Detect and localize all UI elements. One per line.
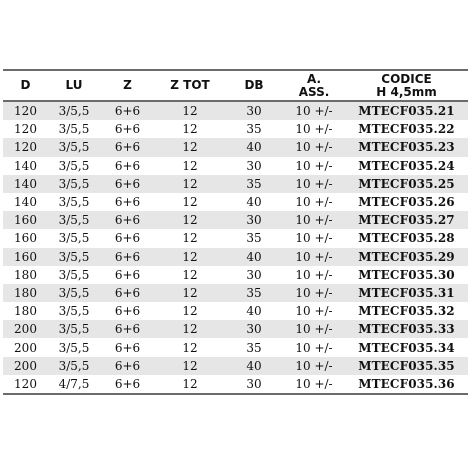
table-row bbox=[3, 138, 468, 156]
table-row bbox=[3, 338, 468, 356]
table-header bbox=[3, 70, 468, 101]
cell-a-ass: 10 +/- bbox=[283, 138, 345, 156]
table-row bbox=[3, 248, 468, 266]
cell-db: 30 bbox=[225, 157, 283, 175]
cell-d: 120 bbox=[3, 120, 48, 138]
cell-z: 6+6 bbox=[100, 138, 155, 156]
header-label-line2: H 4,5mm bbox=[376, 84, 437, 99]
cell-a-ass: 10 +/- bbox=[283, 320, 345, 338]
cell-db: 40 bbox=[225, 138, 283, 156]
cell-lu: 3/5,5 bbox=[48, 338, 100, 356]
cell-a-ass: 10 +/- bbox=[283, 211, 345, 229]
cell-a-ass: 10 +/- bbox=[283, 302, 345, 320]
table-row bbox=[3, 229, 468, 247]
cell-z: 6+6 bbox=[100, 357, 155, 375]
header-row bbox=[3, 70, 468, 101]
cell-db: 35 bbox=[225, 229, 283, 247]
cell-z: 6+6 bbox=[100, 266, 155, 284]
cell-a-ass: 10 +/- bbox=[283, 193, 345, 211]
cell-codice: MTECF035.26 bbox=[345, 193, 468, 211]
cell-codice: MTECF035.28 bbox=[345, 229, 468, 247]
cell-a-ass: 10 +/- bbox=[283, 101, 345, 120]
cell-codice: MTECF035.35 bbox=[345, 357, 468, 375]
cell-a-ass: 10 +/- bbox=[283, 266, 345, 284]
cell-codice: MTECF035.22 bbox=[345, 120, 468, 138]
cell-z-tot: 12 bbox=[155, 266, 225, 284]
cell-z-tot: 12 bbox=[155, 229, 225, 247]
cell-z: 6+6 bbox=[100, 229, 155, 247]
cell-a-ass: 10 +/- bbox=[283, 284, 345, 302]
cell-a-ass: 10 +/- bbox=[283, 248, 345, 266]
cell-d: 120 bbox=[3, 101, 48, 120]
header-label-line1: LU bbox=[65, 78, 83, 92]
header-label-line1: D bbox=[20, 78, 31, 92]
cell-a-ass: 10 +/- bbox=[283, 157, 345, 175]
cell-lu: 3/5,5 bbox=[48, 101, 100, 120]
cell-z: 6+6 bbox=[100, 248, 155, 266]
cell-db: 40 bbox=[225, 248, 283, 266]
cell-d: 180 bbox=[3, 284, 48, 302]
header-a-ass bbox=[283, 70, 345, 101]
cell-z: 6+6 bbox=[100, 302, 155, 320]
cell-z: 6+6 bbox=[100, 320, 155, 338]
cell-d: 200 bbox=[3, 357, 48, 375]
cell-db: 30 bbox=[225, 320, 283, 338]
table-row bbox=[3, 211, 468, 229]
header-label-line1: Z bbox=[123, 78, 132, 92]
product-spec-table bbox=[3, 69, 468, 395]
cell-db: 40 bbox=[225, 302, 283, 320]
cell-lu: 3/5,5 bbox=[48, 229, 100, 247]
header-label-line2: ASS. bbox=[298, 84, 330, 99]
cell-z-tot: 12 bbox=[155, 175, 225, 193]
table-body bbox=[3, 101, 468, 394]
cell-codice: MTECF035.25 bbox=[345, 175, 468, 193]
table-row bbox=[3, 175, 468, 193]
cell-z: 6+6 bbox=[100, 120, 155, 138]
header-d bbox=[3, 70, 48, 101]
cell-db: 30 bbox=[225, 375, 283, 394]
cell-db: 35 bbox=[225, 120, 283, 138]
cell-codice: MTECF035.36 bbox=[345, 375, 468, 394]
cell-lu: 3/5,5 bbox=[48, 211, 100, 229]
cell-z-tot: 12 bbox=[155, 138, 225, 156]
cell-codice: MTECF035.30 bbox=[345, 266, 468, 284]
table-row bbox=[3, 284, 468, 302]
cell-a-ass: 10 +/- bbox=[283, 338, 345, 356]
table-row bbox=[3, 320, 468, 338]
header-lu bbox=[48, 70, 100, 101]
cell-lu: 4/7,5 bbox=[48, 375, 100, 394]
cell-lu: 3/5,5 bbox=[48, 248, 100, 266]
table-row bbox=[3, 157, 468, 175]
cell-d: 200 bbox=[3, 338, 48, 356]
header-codice bbox=[345, 70, 468, 101]
cell-z: 6+6 bbox=[100, 175, 155, 193]
cell-lu: 3/5,5 bbox=[48, 302, 100, 320]
product-spec-table-container bbox=[3, 69, 468, 395]
cell-db: 35 bbox=[225, 175, 283, 193]
cell-db: 35 bbox=[225, 338, 283, 356]
cell-z-tot: 12 bbox=[155, 248, 225, 266]
cell-lu: 3/5,5 bbox=[48, 320, 100, 338]
table-row bbox=[3, 101, 468, 120]
cell-d: 140 bbox=[3, 175, 48, 193]
cell-lu: 3/5,5 bbox=[48, 357, 100, 375]
cell-z: 6+6 bbox=[100, 193, 155, 211]
cell-db: 35 bbox=[225, 284, 283, 302]
cell-lu: 3/5,5 bbox=[48, 266, 100, 284]
cell-db: 30 bbox=[225, 266, 283, 284]
cell-db: 30 bbox=[225, 101, 283, 120]
table-row bbox=[3, 375, 468, 394]
cell-d: 180 bbox=[3, 266, 48, 284]
table-row bbox=[3, 302, 468, 320]
cell-codice: MTECF035.21 bbox=[345, 101, 468, 120]
cell-z: 6+6 bbox=[100, 101, 155, 120]
cell-lu: 3/5,5 bbox=[48, 120, 100, 138]
header-z bbox=[100, 70, 155, 101]
cell-z-tot: 12 bbox=[155, 320, 225, 338]
cell-z-tot: 12 bbox=[155, 302, 225, 320]
header-z-tot bbox=[155, 70, 225, 101]
cell-codice: MTECF035.29 bbox=[345, 248, 468, 266]
cell-lu: 3/5,5 bbox=[48, 157, 100, 175]
cell-lu: 3/5,5 bbox=[48, 175, 100, 193]
cell-d: 140 bbox=[3, 193, 48, 211]
cell-d: 160 bbox=[3, 248, 48, 266]
header-db bbox=[225, 70, 283, 101]
cell-lu: 3/5,5 bbox=[48, 284, 100, 302]
cell-db: 40 bbox=[225, 357, 283, 375]
cell-z-tot: 12 bbox=[155, 357, 225, 375]
cell-z-tot: 12 bbox=[155, 101, 225, 120]
table-row bbox=[3, 266, 468, 284]
cell-z-tot: 12 bbox=[155, 338, 225, 356]
cell-z-tot: 12 bbox=[155, 193, 225, 211]
cell-z: 6+6 bbox=[100, 284, 155, 302]
table-row bbox=[3, 357, 468, 375]
cell-codice: MTECF035.23 bbox=[345, 138, 468, 156]
header-label-line1: CODICE bbox=[381, 71, 432, 86]
header-label-line1: Z TOT bbox=[170, 78, 210, 92]
cell-z: 6+6 bbox=[100, 211, 155, 229]
cell-a-ass: 10 +/- bbox=[283, 120, 345, 138]
cell-z: 6+6 bbox=[100, 338, 155, 356]
cell-codice: MTECF035.32 bbox=[345, 302, 468, 320]
cell-d: 200 bbox=[3, 320, 48, 338]
cell-codice: MTECF035.34 bbox=[345, 338, 468, 356]
cell-codice: MTECF035.31 bbox=[345, 284, 468, 302]
cell-lu: 3/5,5 bbox=[48, 193, 100, 211]
cell-db: 30 bbox=[225, 211, 283, 229]
cell-a-ass: 10 +/- bbox=[283, 357, 345, 375]
cell-a-ass: 10 +/- bbox=[283, 229, 345, 247]
cell-d: 160 bbox=[3, 211, 48, 229]
cell-z-tot: 12 bbox=[155, 120, 225, 138]
header-label-line1: A. bbox=[306, 71, 322, 86]
cell-z: 6+6 bbox=[100, 375, 155, 394]
table-row bbox=[3, 193, 468, 211]
cell-d: 180 bbox=[3, 302, 48, 320]
cell-codice: MTECF035.24 bbox=[345, 157, 468, 175]
cell-codice: MTECF035.27 bbox=[345, 211, 468, 229]
cell-d: 120 bbox=[3, 138, 48, 156]
cell-a-ass: 10 +/- bbox=[283, 375, 345, 394]
cell-codice: MTECF035.33 bbox=[345, 320, 468, 338]
cell-z: 6+6 bbox=[100, 157, 155, 175]
cell-a-ass: 10 +/- bbox=[283, 175, 345, 193]
cell-d: 160 bbox=[3, 229, 48, 247]
cell-d: 120 bbox=[3, 375, 48, 394]
header-label-line1: DB bbox=[244, 78, 264, 92]
cell-db: 40 bbox=[225, 193, 283, 211]
cell-z-tot: 12 bbox=[155, 211, 225, 229]
cell-z-tot: 12 bbox=[155, 375, 225, 394]
table-row bbox=[3, 120, 468, 138]
cell-z-tot: 12 bbox=[155, 284, 225, 302]
cell-lu: 3/5,5 bbox=[48, 138, 100, 156]
cell-d: 140 bbox=[3, 157, 48, 175]
cell-z-tot: 12 bbox=[155, 157, 225, 175]
